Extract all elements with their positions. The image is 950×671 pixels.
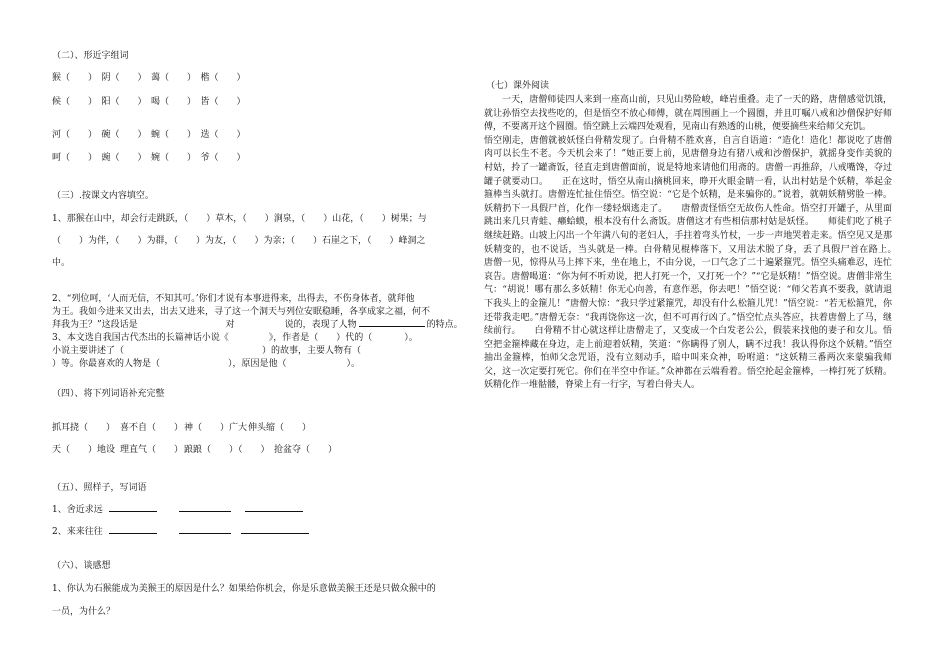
char-row-2: 候（ ） 阳（ ） 喝（ ） 皆（ ）	[52, 97, 246, 107]
idiom-8: 抢盆夺（ ）	[274, 445, 338, 455]
q3-text-h: ）。	[346, 359, 361, 369]
q1-line-3: 中。	[52, 258, 71, 268]
section-4-title: （四）、将下列词语补充完整	[52, 389, 165, 399]
q2-text-d: 的特点。	[426, 320, 463, 330]
q2-line-3	[52, 317, 463, 330]
q2-text-b: 对	[225, 320, 235, 330]
essay-question-line-2: 一员，为什么？	[52, 607, 116, 617]
pattern-blank-5[interactable]	[179, 524, 231, 534]
reading-passage	[484, 94, 911, 393]
q3-line-2	[52, 343, 361, 356]
pattern-blank-4[interactable]	[109, 524, 157, 534]
section-3-title: （三）.按课文内容填空。	[52, 191, 154, 201]
passage-paragraph-1: 一天，唐僧师徒四人来到一座高山前，只见山势险峻，峰岩重叠。走了一天的路，唐僧感觉饥饿，就让孙悟空去找些吃的，但是悟空不放心师傅，就在周围画上一个圆圈，并且叮嘱八戒和沙僧保护好师傅，不要离开这个圆圈。悟空跳上云端四处观看，见南山有熟透的山桃，便要摘些来给师父充饥。	[484, 95, 892, 133]
pattern-blank-1[interactable]	[109, 502, 157, 512]
q3-line-1	[52, 330, 418, 343]
char-row-3: 河（ ） 碗（ ） 蜿（ ） 迭（ ）	[52, 130, 246, 140]
q3-text-e: ）的故事，主要人物有（	[262, 346, 362, 356]
q1-line-2: （ ）为伴，（ ）为群，（ ）为友，（ ）为亲；（ ）石崖之下，（ ）峰洞之	[52, 236, 426, 246]
pattern-row-2	[52, 524, 309, 537]
q3-text-f: ）等。你最喜欢的人物是（	[52, 359, 161, 369]
pattern-blank-2[interactable]	[179, 502, 231, 512]
q2-answer-blank[interactable]	[359, 317, 425, 327]
essay-question-line-1: 1、你认为石猴能成为美猴王的原因是什么？如果给你机会，你是乐意做美猴王还是只做众猴中的	[52, 584, 436, 594]
q2-line-2: 为王。我如今进来又出去，出去又进来，寻了这一个洞天与列位安眠稳睡，各享成家之福，何不	[52, 307, 431, 317]
idiom-7: 踉踉（ ）（ ）	[184, 445, 270, 455]
q3-text-d: 小说主要讲述了（	[52, 346, 125, 356]
section-2-title: （二）、形近字组词	[52, 51, 129, 61]
section-5-title: （五）、照样子，写词语	[52, 483, 147, 493]
pattern-example-2: 2、来来往往	[52, 527, 103, 537]
q3-text-a: 3、本文选自我国古代杰出的长篇神话小说《	[52, 333, 229, 343]
idiom-2: 喜不自（ ）	[120, 423, 184, 433]
idiom-5: 天（ ）地设	[52, 445, 116, 455]
idiom-6: 理直气（ ）	[120, 445, 184, 455]
pattern-blank-3[interactable]	[245, 502, 303, 512]
section-6-title: （六）、谈感想	[52, 561, 111, 571]
right-column	[484, 78, 911, 393]
q2-text-a: 拜我为王？”这段话是	[52, 320, 138, 330]
idiom-1: 抓耳挠（ ）	[52, 423, 116, 433]
idiom-4: 伸头缩（ ）	[248, 423, 312, 433]
char-row-4: 呵（ ） 豌（ ） 婉（ ） 爷（ ）	[52, 153, 246, 163]
q3-line-3	[52, 356, 360, 369]
pattern-example-1: 1、舍近求远	[52, 505, 103, 515]
idiom-3: 神（ ）广大	[184, 423, 248, 433]
q3-text-g: ），原因是他（	[228, 359, 287, 369]
section-7-title: （七）课外阅读	[486, 81, 550, 91]
char-row-1: 猴（ ） 阴（ ） 蔼（ ） 楷（ ）	[52, 73, 246, 83]
q2-text-c: 说的，表现了人物	[284, 320, 357, 330]
q1-line-1: 1、那猴在山中，却会行走跳跃，（ ）草木，（ ）涧泉，（ ）山花，（ ）树果；与	[52, 214, 427, 224]
q3-text-c: ）。	[404, 333, 418, 343]
q3-text-b: 》，作者是（ ）代的（	[268, 333, 373, 343]
pattern-row-1	[52, 502, 303, 515]
pattern-blank-6[interactable]	[241, 524, 309, 534]
q2-line-1: 2、“列位呵，‘人而无信，不知其可。’你们才说有本事进得来，出得去，不伤身体者，就拜他	[52, 294, 415, 304]
passage-paragraph-2: 悟空刚走，唐僧就被妖怪白骨精发现了。白骨精不胜欢喜，自言自语道：“造化！造化！都说吃了唐僧肉可以长生不老。今天机会来了！”她正要上前，见唐僧身边有猪八戒和沙僧保护，就摇身变作美貌的村姑，拎了一罐斋饭，径直走到唐僧面前，说是特地来请他们用斋的。唐僧一再推辞，八戒嘴馋，夺过罐子就要动口。 正在这时，悟空从南山摘桃回来，睁开火眼金睛一看，认出村姑是个妖精，举起金箍棒当头就打。唐僧连忙扯住悟空。悟空说：“它是个妖精，是来骗你的。”说着，就朝妖精劈脸一棒。妖精扔下一具假尸首，化作一缕轻烟逃走了。 唐僧责怪悟空无故伤人性命。悟空打开罐子，从里面跳出来几只青蛙、癞蛤蟆，根本没有什么斋饭。唐僧这才有些相信那村姑是妖怪。 师徒们吃了桃子继续赶路。山坡上闪出一个年满八旬的老妇人，手拄着弯头竹杖，一步一声地哭着走来。悟空见又是那妖精变的，也不说话，当头就是一棒。白骨精见棍棒落下，又用法术脱了身，丢了具假尸首在路上。 唐僧一见，惊得从马上摔下来，坐在地上，不由分说，一口气念了二十遍紧箍咒。悟空头痛难忍，连忙哀告。唐僧喝道：“你为何不听劝说，把人打死一个，又打死一个？”“它是妖精！”悟空说。唐僧非常生气：“胡说！哪有那么多妖精！你无心向善，有意作恶，你去吧！”悟空说：“师父若真不要我，就请退下我头上的金箍儿！”唐僧大惊：“我只学过紧箍咒，却没有什么松箍儿咒！”悟空说：“若无松箍咒，你还带我走吧。”唐僧无奈：“我再饶你这一次，但不可再行凶了。”悟空忙点头答应，扶着唐僧上了马，继续前行。 白骨精不甘心就这样让唐僧走了，又变成一个白发老公公，假装来找他的妻子和女儿。悟空把金箍棒藏在身边，走上前迎着妖精，笑道：“你瞒得了别人，瞒不过我！我认得你这个妖精。”悟空抽出金箍棒，怕师父念咒语，没有立刻动手，暗中叫来众神，吩咐道：“这妖精三番两次来蒙骗我师父，这一次定要打死它。你们在半空中作证。”众神都在云端看着。悟空抡起金箍棒，一棒打死了妖精。妖精化作一堆骷髅，脊梁上有一行字，写着白骨夫人。	[484, 135, 911, 391]
